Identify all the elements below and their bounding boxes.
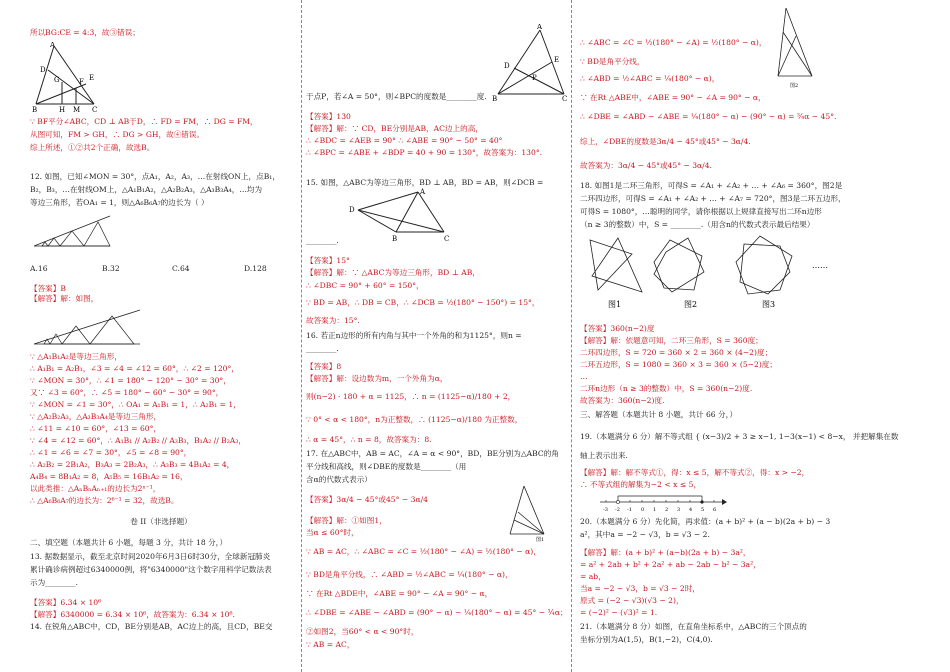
text-line: ∴ A₁B₁ = A₂B₁，∠3 = ∠4 = ∠12 = 60°，∴ ∠2 = 120°，	[30, 364, 239, 373]
fig-label: A	[50, 42, 56, 49]
text-line: = ab，	[580, 572, 606, 581]
figure-q11-triangle	[32, 42, 112, 114]
figure-q14-triangle	[490, 24, 570, 102]
figure-q12-solution	[32, 304, 142, 350]
text-line: 当a = −2 − √3，b = √3 − 2时，	[580, 584, 700, 593]
text-line: ∴ ∠11 = ∠10 = 60°，∠13 = 60°，	[30, 424, 161, 433]
text-line: 示为________.	[30, 578, 78, 587]
text-line: ∵ ∠MON = ∠1 = 30°，∴ OA₁ = A₁B₁ = 1，∴ A₂B₁ = 1，	[30, 400, 241, 409]
fig-caption: 图2	[684, 300, 698, 309]
text-line: A₄B₄ = 8B₁A₂ = 8，A₅B₅ = 16B₁A₂ = 16，	[30, 472, 188, 481]
question-21: 21.（本题满分 8 分）如图，在直角坐标系中，△ABC的三个顶点的	[580, 622, 807, 631]
column-divider-right	[571, 0, 572, 672]
text-line: 平分线和高线，则∠DBE的度数是________（用	[306, 462, 467, 471]
text-line: 坐标分别为A(1,5)，B(1,−2)，C(4,0).	[580, 635, 713, 644]
fig-label: G	[54, 76, 60, 84]
tick-label: 2	[665, 507, 669, 513]
figure-q15-triangle	[346, 188, 456, 246]
answer: 【答案】15°	[306, 256, 350, 265]
figure-q12-triangles	[32, 212, 112, 252]
text-line: 累计确诊病例超过6340000例，将"6340000"这个数字用科学记数法表	[30, 565, 272, 574]
text-line: ∵ BD是角平分线，	[580, 57, 645, 66]
text-line: ∴ 不等式组的解集为−2 < x ≤ 5，	[580, 480, 702, 489]
text-line: 原式 = (−2 − √3)(√3 − 2)，	[580, 596, 684, 605]
text-line: ②如图2，当60° < α < 90°时，	[306, 627, 419, 636]
text-line: 二环n边形（n ≥ 3的整数）中，S = 360(n−2)度.	[580, 384, 753, 393]
section-heading: 二、填空题（本题共计 6 小题，每题 3 分，共计 18 分，）	[30, 538, 228, 547]
text-line: ∵ BF平分∠ABC，CD ⊥ AB于D，∴ FD = FM，∴ DG = FM，	[30, 117, 258, 126]
blank: ________.	[306, 236, 339, 245]
section-heading: 三、解答题（本题共计 8 小题，共计 66 分，）	[580, 410, 738, 419]
text-line: ∵ BD = AB，∴ DB = CB，∴ ∠DCB = ½(180° − 150°) = 15°，	[306, 298, 540, 307]
text-line: 二环四边形，S = 720 = 360 × 2 = 360 × (4−2)度；	[580, 348, 773, 357]
text-line: 故答案为：360(n−2)度.	[580, 396, 665, 405]
tick-label: -1	[627, 507, 632, 513]
text-line: a²，其中a = −2 − √3，b = √3 − 2.	[580, 530, 710, 539]
fig-label: B	[392, 235, 398, 243]
column-1	[30, 0, 292, 672]
text-line: 故答案为：3α/4 − 45°或45° − 3α/4.	[580, 161, 712, 170]
tick-label: 5	[701, 507, 705, 513]
question-16: 16. 若正n边形的所有内角与其中一个外角的和为1125°，则n =	[306, 331, 522, 340]
column-3	[580, 0, 925, 672]
text-line: 所以BG:CE = 4:3，故③错误；	[30, 28, 140, 37]
text-line: 以此类推：△AₙBₙAₙ₊₁的边长为2ⁿ⁻¹，	[30, 484, 161, 493]
answer: 【答案】130	[306, 112, 351, 121]
text-line: ∵ 0° < α < 180°，n为正整数，∴ (1125−α)/180 为正整数，	[306, 415, 523, 424]
fig-label: B	[492, 95, 498, 102]
figure-q18-twin-polygons	[584, 232, 844, 312]
answer: 【答案】6.34 × 10⁶	[30, 598, 102, 607]
text-line: 综上，∠DBE的度数是3α/4 − 45°或45° − 3α/4.	[580, 137, 751, 146]
text-line: ∵ ∠4 = ∠12 = 60°，∴ A₁B₁ // A₂B₂ // A₃B₃，B₁A₂ // B₂A₃，	[30, 436, 246, 445]
text-line: ∵ BD是角平分线，∴ ∠ABD = ½∠ABC = ¼(180° − α)，	[306, 570, 513, 579]
text-line: ∴ ∠DBE = ∠ABE − ∠ABD = (90° − α) − ¼(180° − α) = 45° − ¾α；	[306, 608, 568, 617]
fig-label: D	[349, 206, 355, 214]
ellipsis: ……	[812, 261, 828, 270]
text-line: ∴ ∠DBE = ∠ABD − ∠ABE = ¼(180° − α) − (90° − α) = ¾α − 45°.	[580, 112, 837, 121]
text-line: ∴ △A₆B₆A₇的边长为：2⁶⁻¹ = 32，故选B。	[30, 496, 179, 505]
text-line: ∴ ∠ABC = ∠C = ½(180° − ∠A) = ½(180° − α)，	[580, 38, 767, 47]
fig-label: D	[40, 66, 46, 74]
text-line: ∵ 在Rt △BDE中，∠ABE = 90° − ∠A = 90° − α，	[306, 589, 493, 598]
blank: ________.	[306, 344, 339, 353]
text-line: = (−2)² − (√3)² = 1.	[580, 608, 658, 617]
fig-caption: 图3	[762, 300, 776, 309]
figure-q17-fig2	[772, 6, 822, 90]
fig-label: E	[89, 74, 95, 82]
question-18: 18. 如图1是二环三角形，可得S = ∠A₁ + ∠A₂ + … + ∠A₆ = 360°，图2是	[580, 181, 843, 190]
fig-label: C	[92, 106, 98, 114]
fig-label: E	[554, 56, 560, 64]
text-line: = a² + 2ab + b² + 2a² + ab − 2ab − b² − 3a²，	[580, 560, 761, 569]
fig-label: C	[444, 235, 450, 243]
text-line: 则(n−2) · 180 + α = 1125，∴ n = (1125−α)/180 + 2，	[306, 392, 516, 401]
text-line: ∴ ∠BDC = ∠AEB = 90° ∴ ∠ABE = 90° − 50° = 40°	[306, 136, 503, 145]
tick-label: 4	[689, 507, 693, 513]
column-2	[306, 0, 568, 672]
fig-label: M	[73, 106, 81, 114]
text-line: …	[580, 372, 588, 381]
question-14: 14. 在锐角△ABC中，CD，BE分别是AB，AC边上的高，且CD，BE交	[30, 622, 273, 631]
text-line: （n ≥ 3的整数）中，S = ________.（用含n的代数式表示最后结果）	[580, 220, 815, 229]
text-line: 故答案为：15°.	[306, 316, 360, 325]
question-20: 20.（本题满分 6 分）先化简，再求值：(a + b)² + (a − b)(2a + b) − 3	[580, 517, 831, 526]
tick-label: 1	[653, 507, 657, 513]
text-line: ∴ α = 45°，∴ n = 8，故答案为：8.	[306, 435, 432, 444]
answer: 【答案】360(n−2)度	[580, 324, 655, 333]
explanation: 【解答】解：∵ △ABC为等边三角形，BD ⊥ AB，	[306, 268, 480, 277]
answer: 【答案】3α/4 − 45°或45° − 3α/4	[306, 495, 428, 504]
explanation: 【解答】解：设边数为m，一个外角为α，	[306, 374, 448, 383]
text-line: 含α的代数式表示）	[306, 475, 372, 484]
text-line: 二环五边形，S = 1080 = 360 × 3 = 360 × (5−2)度；	[580, 360, 777, 369]
fig-caption: 图1	[608, 300, 622, 309]
explanation: 【解答】解：∵ CD，BE分别是AB，AC边上的高，	[306, 124, 483, 133]
option-d[interactable]: D.128	[244, 264, 267, 273]
fig-label: A	[420, 188, 426, 196]
fig-label: F	[79, 78, 84, 86]
column-divider-left	[301, 0, 302, 672]
question-15: 15. 如图，△ABC为等边三角形，BD ⊥ AB，BD = AB，则∠DCB =	[306, 178, 544, 187]
text-line: ∴ ∠BPC = ∠ABE + ∠BDP = 40 + 90 = 130°，故答案为：130°.	[306, 148, 543, 157]
question-12: 12. 如图，已知∠MON = 30°，点A₁，A₂，A₃，…在射线ON上，点B₁，	[30, 172, 280, 181]
number-line	[598, 492, 728, 516]
text-line: ∴ ∠ABD = ½∠ABC = ¼(180° − α)，	[580, 74, 720, 83]
explanation: 【解答】解：依题意可知，二环三角形，S = 360度；	[580, 336, 763, 345]
option-b[interactable]: B.32	[102, 264, 120, 273]
tick-label: 3	[677, 507, 681, 513]
answer: 【答案】B	[30, 284, 66, 293]
text-line: ∴ ∠1 = ∠6 = ∠7 = 30°，∠5 = ∠8 = 90°，	[30, 448, 192, 457]
question-13: 13. 据数据显示，截至北京时间2020年6月3日6时30分，全球新冠肺炎	[30, 552, 271, 561]
fig-caption: 图1	[536, 537, 545, 542]
fig-label: A	[537, 24, 543, 31]
tick-label: 6	[713, 507, 717, 513]
text-line: 又∵ ∠3 = 60°，∴ ∠5 = 180° − 60° − 30° = 90°，	[30, 388, 224, 397]
fig-label: C	[562, 95, 568, 102]
text-line: ∴ A₂B₂ = 2B₁A₂，B₃A₃ = 2B₂A₃，∴ A₃B₃ = 4B₁A₂ = 4，	[30, 460, 235, 469]
fig-label: D	[504, 62, 510, 70]
volume-heading: 卷 II（非选择题）	[130, 517, 192, 526]
text-line: ∵ AB = AC，∴ ∠ABC = ∠C = ½(180° − ∠A) = ½(180° − α)，	[306, 547, 541, 556]
text-line: 于点P，若∠A = 50°，则∠BPC的度数是________度.	[306, 92, 487, 101]
text-line: 当α ≤ 60°时，	[306, 528, 359, 537]
text-line: ∵ AB = AC，	[306, 640, 355, 649]
question-17: 17. 在△ABC中，AB = AC，∠A = α < 90°，BD，BE分别为△ABC的角	[306, 449, 559, 458]
text-line: 等边三角形，若OA₁ = 1，则△A₆B₆A₇的边长为（ ）	[30, 198, 209, 207]
answer: 【答案】8	[306, 362, 342, 371]
text-line: ∵ △A₂B₂A₃，△A₃B₃A₄是等边三角形，	[30, 412, 162, 421]
text-line: 二环四边形，可得S = ∠A₁ + ∠A₂ + … + ∠A₇ = 720°，图3是二环五边形，	[580, 194, 846, 203]
fig-label: B	[32, 106, 38, 114]
fig-label: P	[532, 74, 537, 82]
text-line: 综上所述，①②共2个正确，故选B。	[30, 143, 155, 152]
text-line: 可得S = 1080°，…聪明的同学，请你根据以上规律直接写出二环n边形	[580, 207, 822, 216]
text-line: 从图可知，FM > GH，∴ DG > GH，故④错误。	[30, 130, 205, 139]
explanation: 【解答】解：①如图1，	[306, 516, 387, 525]
text-line: ∵ △A₁B₁A₂是等边三角形，	[30, 352, 122, 361]
text-line: ∴ ∠DBC = 90° + 60° = 150°，	[306, 281, 424, 290]
text-line: ∵ ∠MON = 30°，∴ ∠1 = 180° − 120° − 30° = 30°，	[30, 376, 231, 385]
option-c[interactable]: C.64	[172, 264, 190, 273]
explanation: 【解答】解：(a + b)² + (a−b)(2a + b) − 3a²，	[580, 548, 751, 557]
explanation: 【解答】6340000 = 6.34 × 10⁶，故答案为：6.34 × 10⁶.	[30, 610, 235, 619]
tick-label: -3	[603, 507, 608, 513]
text-line: 轴上表示出来.	[580, 451, 628, 460]
fig-label: H	[59, 106, 66, 114]
tick-label: 0	[641, 507, 645, 513]
text-line: B₂，B₃，…在射线OM上，△A₁B₁A₂，△A₂B₂A₃，△A₃B₃A₄，…均为	[30, 185, 263, 194]
option-a[interactable]: A.16	[30, 264, 48, 273]
explanation: 【解答】解：解不等式①，得：x ≤ 5，解不等式②，得：x > −2，	[580, 468, 810, 477]
fig-caption: 图2	[790, 83, 799, 89]
figure-q17-fig1	[506, 482, 564, 542]
question-19: 19.（本题满分 6 分）解不等式组 { (x−3)/2 + 3 ≥ x−1, 1−3(x−1) < 8−x， 并把解集在数	[580, 432, 899, 441]
tick-label: -2	[615, 507, 620, 513]
explanation: 【解答】解：如图，	[30, 294, 99, 303]
text-line: ∵ 在Rt △ABE中，∠ABE = 90° − ∠A = 90° − α，	[580, 93, 766, 102]
